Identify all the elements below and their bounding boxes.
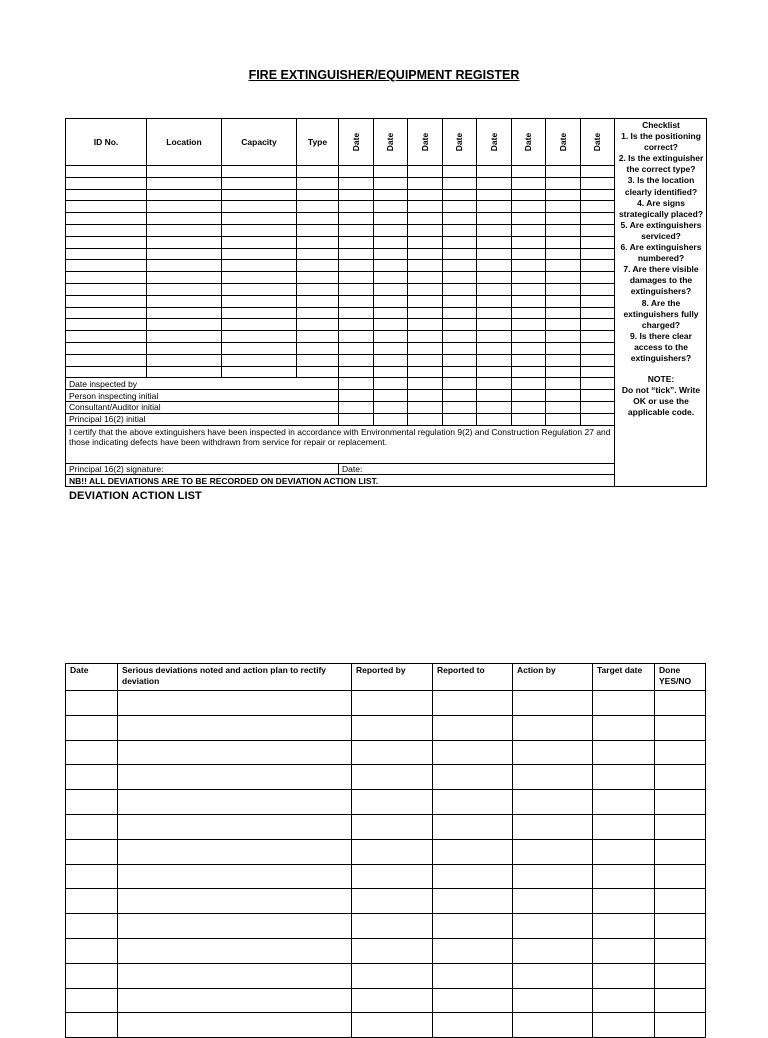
deviation-row xyxy=(66,914,706,939)
checklist-item: 8. Are the extinguishers fully charged? xyxy=(623,297,699,330)
header-date-4 xyxy=(443,119,477,166)
deviation-row xyxy=(66,889,706,914)
checklist-item: 5. Are extinguishers serviced? xyxy=(620,219,702,241)
deviation-row xyxy=(66,765,706,790)
register-entry-row xyxy=(66,201,707,213)
header-date-7 xyxy=(546,119,581,166)
checklist-item: 3. Is the location clearly identified? xyxy=(624,175,698,197)
deviation-header-row xyxy=(66,664,706,691)
header-location: Location xyxy=(147,119,222,166)
deviation-row xyxy=(66,740,706,765)
principal-initial-row xyxy=(66,413,707,425)
deviation-row xyxy=(66,839,706,864)
date-label: Date xyxy=(489,132,499,152)
date-inspected-row xyxy=(66,378,707,390)
deviation-row xyxy=(66,988,706,1013)
deviation-heading: DEVIATION ACTION LIST xyxy=(69,490,202,502)
deviation-row xyxy=(66,790,706,815)
principal-initial-label: Principal 16(2) initial xyxy=(66,413,339,425)
page-title: FIRE EXTINGUISHER/EQUIPMENT REGISTER xyxy=(248,68,520,82)
consultant-initial-label: Consultant/Auditor initial xyxy=(66,401,339,413)
header-date-2 xyxy=(374,119,408,166)
register-entry-row xyxy=(66,295,707,307)
nb-row xyxy=(66,475,707,487)
header-date-1 xyxy=(339,119,374,166)
register-entry-row xyxy=(66,224,707,236)
checklist-panel xyxy=(615,119,707,487)
checklist-item: 2. Is the extinguisher the correct type? xyxy=(618,153,704,175)
date-label: Date xyxy=(454,132,465,152)
deviation-row xyxy=(66,938,706,963)
date-label: Date xyxy=(592,132,603,152)
register-entry-row xyxy=(66,177,707,189)
deviation-row xyxy=(66,715,706,740)
header-type: Type xyxy=(297,119,339,166)
register-entry-row xyxy=(66,248,707,260)
dev-header-action-by: Action by xyxy=(513,664,593,691)
register-entry-row xyxy=(66,354,707,366)
register-entry-row xyxy=(66,166,707,178)
deviation-row xyxy=(66,963,706,988)
register-entry-row xyxy=(66,283,707,295)
date-label: Date xyxy=(351,132,361,152)
register-table xyxy=(65,118,707,487)
dev-header-reported-by: Reported by xyxy=(352,664,433,691)
register-entry-row xyxy=(66,331,707,343)
checklist-item: 9. Is there clear access to the extinguishers? xyxy=(630,330,692,363)
header-date-6 xyxy=(512,119,546,166)
header-date-3 xyxy=(408,119,443,166)
register-entry-row xyxy=(66,213,707,225)
date-label: Date xyxy=(385,132,396,152)
person-initial-label: Person inspecting initial xyxy=(66,390,339,402)
dev-header-reported-to: Reported to xyxy=(433,664,513,691)
deviation-row xyxy=(66,814,706,839)
register-entry-row xyxy=(66,342,707,354)
register-entry-row xyxy=(66,366,707,378)
dev-header-date: Date xyxy=(66,664,118,691)
header-date-8 xyxy=(581,119,615,166)
header-id: ID No. xyxy=(66,119,147,166)
register-entry-row xyxy=(66,189,707,201)
register-entry-row xyxy=(66,272,707,284)
register-entry-row xyxy=(66,307,707,319)
deviation-row xyxy=(66,1013,706,1038)
date-inspected-label: Date inspected by xyxy=(66,378,339,390)
date-label: Date xyxy=(420,132,430,152)
nb-notice: NB!! ALL DEVIATIONS ARE TO BE RECORDED ON DEVIATION ACTION LIST. xyxy=(66,475,615,487)
dev-header-target: Target date xyxy=(593,664,655,691)
signature-date-label[interactable]: Date: xyxy=(339,463,615,475)
date-label: Date xyxy=(558,132,568,152)
register-entry-row xyxy=(66,236,707,248)
deviation-row xyxy=(66,864,706,889)
header-date-5 xyxy=(477,119,512,166)
register-header-row xyxy=(66,119,707,166)
checklist-item: 7. Are there visible damages to the extinguishers? xyxy=(623,264,699,297)
register-entry-row xyxy=(66,319,707,331)
consultant-initial-row xyxy=(66,401,707,413)
checklist-item: 4. Are signs strategically placed? xyxy=(618,197,704,219)
dev-header-done: Done YES/NO xyxy=(655,664,706,691)
checklist-item: 1. Is the positioning correct? xyxy=(621,131,701,153)
date-label: Date xyxy=(523,132,534,152)
header-capacity: Capacity xyxy=(222,119,297,166)
checklist-title: Checklist xyxy=(642,120,680,130)
certification-row xyxy=(66,425,707,463)
checklist-note: NOTE: Do not “tick”. Write OK or use the applicable code. xyxy=(621,374,701,418)
dev-header-serious: Serious deviations noted and action plan to rectify deviation xyxy=(118,664,352,691)
register-entry-row xyxy=(66,260,707,272)
principal-signature-label[interactable]: Principal 16(2) signature: xyxy=(66,463,339,475)
deviation-table xyxy=(65,663,706,1038)
person-initial-row xyxy=(66,390,707,402)
certification-text: I certify that the above extinguishers have been inspected in accordance with Environmental regulation 9(2) and Construction Regulation 27 and those indicating defects have been withdrawn from service for repair or replacement. xyxy=(66,425,615,463)
deviation-row xyxy=(66,691,706,716)
signature-row xyxy=(66,463,707,475)
checklist-item: 6. Are extinguishers numbered? xyxy=(620,242,702,264)
